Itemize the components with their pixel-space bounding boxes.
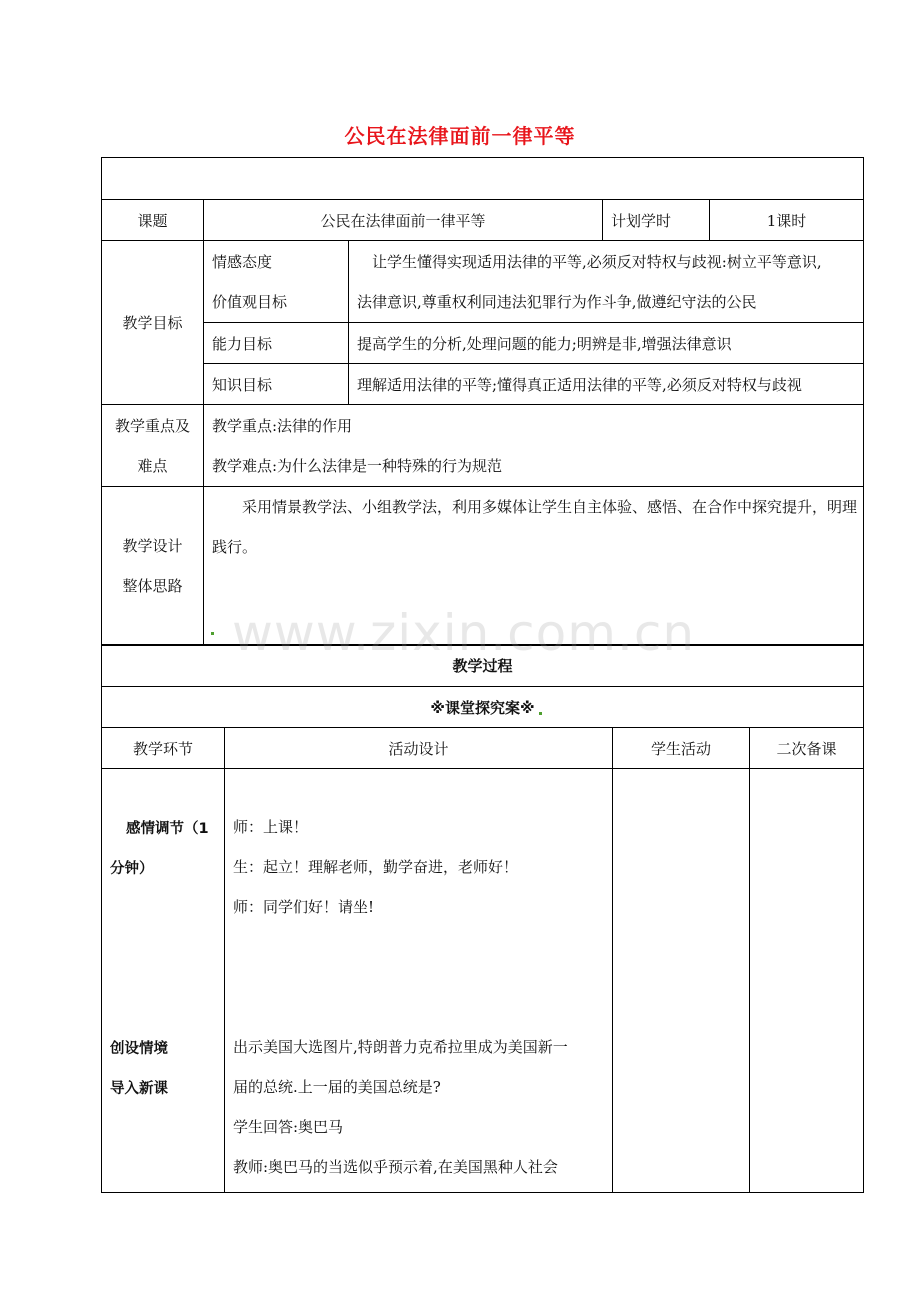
watermark-text: www.zixin.com.cn (232, 604, 696, 662)
process-subheader: ※课堂探究案※ (102, 687, 864, 728)
keypoints-label-line1: 教学重点及 (114, 416, 190, 435)
goal-knowledge-text: 理解适用法律的平等;懂得真正适用法律的平等,必须反对特权与歧视 (349, 364, 864, 405)
goal-emotion-text (349, 241, 864, 323)
goal-ability-text: 提高学生的分析,处理问题的能力;明辨是非,增强法律意识 (349, 323, 864, 364)
blank-header-row (102, 158, 864, 200)
keypoints-content (204, 405, 864, 487)
green-dot-mark (539, 712, 542, 715)
stage-2-label (102, 889, 224, 1109)
topic-label: 课题 (102, 200, 204, 241)
notes-cell (750, 769, 864, 1193)
process-table (101, 644, 864, 1193)
activity-line: 学生回答:奥巴马 (233, 1118, 344, 1136)
stage-1-line1: 感情调节（1 (126, 821, 209, 837)
activity-line: 届的总统.上一届的美国总统是? (233, 1078, 441, 1096)
activity-line: 师：上课！ (233, 818, 309, 836)
hours-label: 计划学时 (603, 200, 710, 241)
goal-emotion-label-line2: 价值观目标 (212, 292, 288, 311)
difficulty-text: 教学难点:为什么法律是一种特殊的行为规范 (212, 456, 503, 475)
stage-1-activity (225, 769, 612, 927)
design-label (102, 487, 204, 646)
keypoints-label-line2: 难点 (137, 456, 168, 475)
activity-line: 师：同学们好！请坐! (233, 898, 375, 916)
process-header: 教学过程 (102, 645, 864, 687)
goal-emotion-text-line2: 法律意识,尊重权利同违法犯罪行为作斗争,做遵纪守法的公民 (357, 292, 757, 311)
stage-2-line2: 导入新课 (110, 1081, 168, 1097)
keypoints-label (102, 405, 204, 487)
stage-2-activity (225, 927, 612, 1187)
hours-value: 1课时 (710, 200, 864, 241)
design-text: 采用情景教学法、小组教学法，利用多媒体让学生自主体验、感悟、在合作中探究提升，明理践行。 (212, 498, 858, 556)
goal-emotion-label (204, 241, 349, 323)
goal-emotion-text-line1: 让学生懂得实现适用法律的平等,必须反对特权与歧视:树立平等意识, (372, 252, 822, 271)
goal-ability-label: 能力目标 (204, 323, 349, 364)
info-table (101, 157, 864, 646)
col-header-activity: 活动设计 (225, 728, 613, 769)
activity-line: 教师:奥巴马的当选似乎预示着,在美国黑种人社会 (233, 1158, 558, 1176)
col-header-notes: 二次备课 (750, 728, 864, 769)
stage-1-line2: 分钟） (110, 861, 154, 877)
topic-value: 公民在法律面前一律平等 (204, 200, 603, 241)
activity-column-cell (225, 769, 613, 1193)
col-header-stage: 教学环节 (102, 728, 225, 769)
design-label-line2: 整体思路 (122, 577, 183, 595)
stage-2-line1: 创设情境 (110, 1041, 168, 1057)
design-text-cell (204, 487, 864, 646)
student-activity-cell (613, 769, 750, 1193)
stage-column-cell (102, 769, 225, 1193)
keypoint-text: 教学重点:法律的作用 (212, 416, 353, 435)
col-header-student: 学生活动 (613, 728, 750, 769)
goal-emotion-label-line1: 情感态度 (212, 252, 273, 271)
stage-1-label (102, 769, 224, 889)
activity-line: 出示美国大选图片,特朗普力克希拉里成为美国新一 (233, 1038, 568, 1056)
activity-line: 生：起立！理解老师，勤学奋进，老师好！ (233, 858, 519, 876)
green-dot-mark (211, 632, 214, 635)
design-label-line1: 教学设计 (122, 537, 183, 555)
goal-knowledge-label: 知识目标 (204, 364, 349, 405)
page-title: 公民在法律面前一律平等 (344, 124, 576, 148)
goals-label: 教学目标 (102, 241, 204, 405)
